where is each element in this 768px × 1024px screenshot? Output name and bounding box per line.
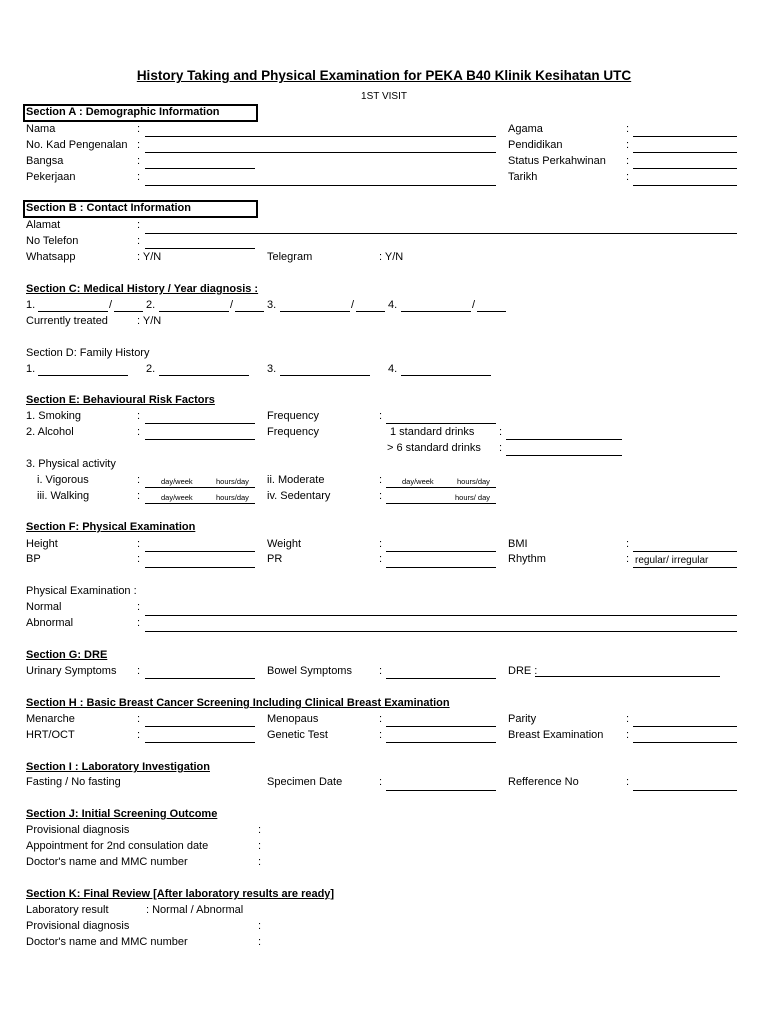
final-prov-diag-label: Provisional diagnosis (26, 920, 130, 932)
visit-label: 1ST VISIT (361, 91, 407, 102)
urinary-label: Urinary Symptoms (26, 665, 117, 677)
form-title: History Taking and Physical Examination for PEKA B40 Klinik Kesihatan UTC (136, 68, 632, 83)
colon: : (137, 139, 141, 151)
colon: : (626, 139, 630, 151)
ref-field[interactable] (633, 790, 737, 791)
pekerjaan-field[interactable] (145, 185, 496, 186)
height-label: Height (26, 538, 58, 550)
section-b-title: Section B : Contact Information (26, 202, 191, 214)
bp-label: BP (26, 553, 41, 565)
std1-field[interactable] (506, 439, 622, 440)
bp-field[interactable] (145, 567, 255, 568)
history-2-year[interactable] (235, 311, 264, 312)
section-c-title: Section C: Medical History / Year diagnosis : (26, 283, 259, 295)
vigorous-hoursday: hours/day (216, 477, 249, 486)
parity-field[interactable] (633, 726, 737, 727)
smoking-frequency-field[interactable] (386, 423, 496, 424)
specimen-field[interactable] (386, 790, 496, 791)
history-1-year[interactable] (114, 311, 143, 312)
telefon-field[interactable] (145, 248, 255, 249)
colon: : (626, 123, 630, 135)
moderate-dayweek: day/week (402, 477, 434, 486)
colon: : (379, 776, 383, 788)
vigorous-label: i. Vigorous (37, 474, 89, 486)
alamat-label: Alamat (26, 219, 61, 231)
colon: : (137, 219, 141, 231)
alamat-field[interactable] (145, 233, 737, 234)
history-1-num: 1. (26, 299, 36, 311)
weight-label: Weight (267, 538, 302, 550)
breast-exam-field[interactable] (633, 742, 737, 743)
treated-label: Currently treated (26, 315, 108, 327)
colon: : (137, 538, 141, 550)
slash: / (351, 299, 355, 311)
colon: : (626, 155, 630, 167)
colon: : (137, 665, 141, 677)
section-g-title: Section G: DRE (26, 649, 108, 661)
family-4-num: 4. (388, 363, 398, 375)
family-1-field[interactable] (38, 375, 128, 376)
sedentary-hoursday: hours/ day (455, 493, 491, 502)
whatsapp-yn[interactable]: : Y/N (137, 251, 162, 263)
colon: : (137, 123, 141, 135)
menarche-field[interactable] (145, 726, 255, 727)
moderate-label: ii. Moderate (267, 474, 325, 486)
history-1-field[interactable] (38, 311, 108, 312)
colon: : (137, 155, 141, 167)
parity-label: Parity (508, 713, 537, 725)
colon: : (137, 713, 141, 725)
pekerjaan-label: Pekerjaan (26, 171, 76, 183)
family-1-num: 1. (26, 363, 36, 375)
colon: : (258, 840, 262, 852)
walking-dayweek: day/week (161, 493, 193, 502)
dre-field[interactable] (535, 676, 720, 677)
normal-label: Normal (26, 601, 62, 613)
family-3-field[interactable] (280, 375, 370, 376)
family-4-field[interactable] (401, 375, 491, 376)
colon: : (379, 538, 383, 550)
section-i-title: Section I : Laboratory Investigation (26, 761, 210, 773)
section-d-title: Section D: Family History (26, 347, 150, 359)
whatsapp-label: Whatsapp (26, 251, 76, 263)
menopaus-label: Menopaus (267, 713, 319, 725)
alcohol-field[interactable] (145, 439, 255, 440)
slash: / (109, 299, 113, 311)
colon: : (626, 776, 630, 788)
colon: : (379, 553, 383, 565)
walking-hoursday: hours/day (216, 493, 249, 502)
weight-field[interactable] (386, 551, 496, 552)
hrt-label: HRT/OCT (26, 729, 75, 741)
pr-label: PR (267, 553, 283, 565)
abnormal-field[interactable] (145, 631, 737, 632)
normal-field[interactable] (145, 615, 737, 616)
colon: : (258, 856, 262, 868)
status-field[interactable] (633, 168, 737, 169)
smoking-field[interactable] (145, 423, 255, 424)
sedentary-field[interactable] (386, 503, 496, 504)
history-3-year[interactable] (356, 311, 385, 312)
colon: : (626, 538, 630, 550)
colon: : (626, 713, 630, 725)
rhythm-label: Rhythm (508, 553, 546, 565)
rhythm-field[interactable] (633, 567, 737, 568)
history-4-field[interactable] (401, 311, 471, 312)
slash: / (472, 299, 476, 311)
colon: : (379, 665, 383, 677)
colon: : (137, 171, 141, 183)
bowel-field[interactable] (386, 678, 496, 679)
menopaus-field[interactable] (386, 726, 496, 727)
history-2-num: 2. (146, 299, 156, 311)
hrt-field[interactable] (145, 742, 255, 743)
family-2-num: 2. (146, 363, 156, 375)
pendidikan-label: Pendidikan (508, 139, 563, 151)
sedentary-label: iv. Sedentary (267, 490, 331, 502)
colon: : (499, 426, 503, 438)
genetic-field[interactable] (386, 742, 496, 743)
doctor-label: Doctor's name and MMC number (26, 856, 188, 868)
menarche-label: Menarche (26, 713, 75, 725)
std6-label: > 6 standard drinks (387, 442, 481, 454)
section-h-title: Section H : Basic Breast Cancer Screening Including Clinical Breast Examination (26, 697, 450, 709)
bowel-label: Bowel Symptoms (267, 665, 352, 677)
colon: : (379, 490, 383, 502)
fasting-label[interactable]: Fasting / No fasting (26, 776, 121, 788)
agama-label: Agama (508, 123, 543, 135)
vigorous-field[interactable] (145, 487, 255, 488)
bangsa-field[interactable] (145, 168, 255, 169)
lab-result-label: Laboratory result (26, 904, 109, 916)
walking-label: iii. Walking (37, 490, 90, 502)
colon: : (258, 920, 262, 932)
smoking-frequency-label: Frequency (267, 410, 319, 422)
kad-field[interactable] (145, 152, 496, 153)
genetic-label: Genetic Test (267, 729, 328, 741)
status-label: Status Perkahwinan (508, 155, 606, 167)
colon: : (137, 426, 141, 438)
treated-yn[interactable]: : Y/N (137, 315, 162, 327)
nama-label: Nama (26, 123, 56, 135)
telefon-label: No Telefon (26, 235, 79, 247)
tarikh-field[interactable] (633, 185, 737, 186)
colon: : (137, 617, 141, 629)
slash: / (230, 299, 234, 311)
std6-field[interactable] (506, 455, 622, 456)
breast-exam-label: Breast Examination (508, 729, 604, 741)
colon: : (379, 474, 383, 486)
colon: : (626, 553, 630, 565)
family-2-field[interactable] (159, 375, 249, 376)
colon: : (379, 410, 383, 422)
vigorous-dayweek: day/week (161, 477, 193, 486)
colon: : (137, 729, 141, 741)
section-e-title: Section E: Behavioural Risk Factors (26, 394, 215, 406)
colon: : (258, 824, 262, 836)
specimen-label: Specimen Date (267, 776, 343, 788)
moderate-hoursday: hours/day (457, 477, 490, 486)
section-j-title: Section J: Initial Screening Outcome (26, 808, 218, 820)
prov-diag-label: Provisional diagnosis (26, 824, 130, 836)
colon: : (626, 729, 630, 741)
section-a-title: Section A : Demographic Information (26, 106, 220, 118)
urinary-field[interactable] (145, 678, 255, 679)
final-doctor-label: Doctor's name and MMC number (26, 936, 188, 948)
bmi-label: BMI (508, 538, 528, 550)
walking-field[interactable] (145, 503, 255, 504)
kad-label: No. Kad Pengenalan (26, 139, 128, 151)
bmi-field[interactable] (633, 551, 737, 552)
history-3-field[interactable] (280, 311, 350, 312)
ref-label: Refference No (508, 776, 579, 788)
family-3-num: 3. (267, 363, 277, 375)
rhythm-value[interactable]: regular/ irregular (635, 555, 709, 566)
pr-field[interactable] (386, 567, 496, 568)
history-4-year[interactable] (477, 311, 506, 312)
std1-label: 1 standard drinks (390, 426, 475, 438)
colon: : (137, 601, 141, 613)
history-4-num: 4. (388, 299, 398, 311)
colon: : (137, 235, 141, 247)
nama-field[interactable] (145, 136, 496, 137)
appointment-label: Appointment for 2nd consulation date (26, 840, 209, 852)
colon: : (137, 553, 141, 565)
history-2-field[interactable] (159, 311, 229, 312)
moderate-field[interactable] (386, 487, 496, 488)
colon: : (258, 936, 262, 948)
lab-result-value[interactable]: : Normal / Abnormal (146, 904, 244, 916)
colon: : (499, 442, 503, 454)
pendidikan-field[interactable] (633, 152, 737, 153)
telegram-yn[interactable]: : Y/N (379, 251, 404, 263)
colon: : (137, 474, 141, 486)
colon: : (379, 713, 383, 725)
height-field[interactable] (145, 551, 255, 552)
abnormal-label: Abnormal (26, 617, 74, 629)
dre-label: DRE : (508, 665, 538, 677)
colon: : (137, 490, 141, 502)
alcohol-frequency-label: Frequency (267, 426, 319, 438)
telegram-label: Telegram (267, 251, 313, 263)
smoking-label: 1. Smoking (26, 410, 82, 422)
physical-activity-label: 3. Physical activity (26, 458, 116, 470)
bangsa-label: Bangsa (26, 155, 64, 167)
section-f-title: Section F: Physical Examination (26, 521, 196, 533)
colon: : (379, 729, 383, 741)
history-3-num: 3. (267, 299, 277, 311)
section-k-title: Section K: Final Review [After laboratory results are ready] (26, 888, 335, 900)
pe-label: Physical Examination : (26, 585, 137, 597)
tarikh-label: Tarikh (508, 171, 538, 183)
alcohol-label: 2. Alcohol (26, 426, 74, 438)
colon: : (626, 171, 630, 183)
colon: : (137, 410, 141, 422)
agama-field[interactable] (633, 136, 737, 137)
